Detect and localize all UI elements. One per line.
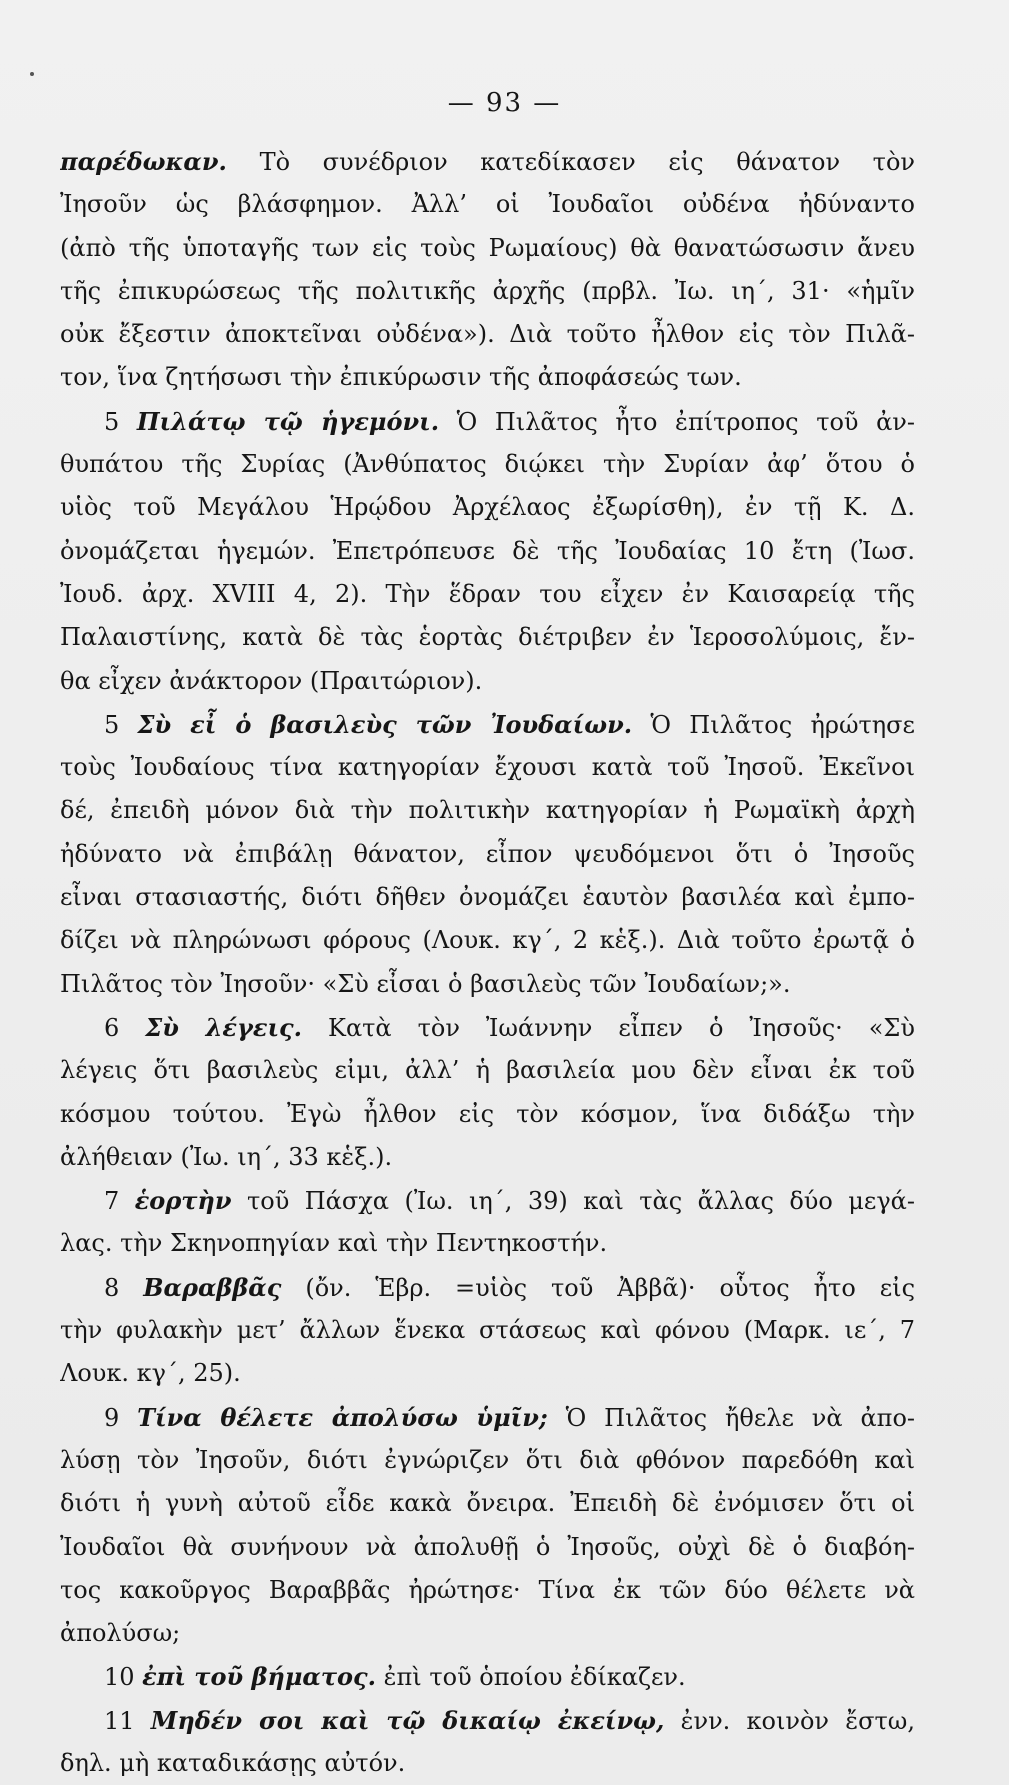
text-line <box>60 183 915 226</box>
text-line <box>60 140 915 183</box>
text-line <box>60 1526 915 1569</box>
note-number: 5 <box>104 407 137 436</box>
text-line <box>60 833 915 876</box>
line-text: υἱὸς τοῦ Μεγάλου Ἡρῴδου Ἀρχέλαος ἐξωρίσθη), ἐν τῇ Κ. Δ. <box>60 493 915 522</box>
note-number: 7 <box>104 1187 135 1216</box>
line-text: τον, ἵνα ζητήσωσι τὴν ἐπικύρωσιν τῆς ἀποφάσεώς των. <box>60 363 742 392</box>
line-text: δηλ. μὴ καταδικάσῃς αὐτόν. <box>60 1748 406 1777</box>
line-text: (ἀπὸ τῆς ὑποταγῆς των εἰς τοὺς Ρωμαίους) θὰ θανατώσωσιν ἄνευ <box>60 233 915 262</box>
text-line <box>60 270 915 313</box>
text-line <box>60 616 915 659</box>
line-text: Ἰουδ. ἀρχ. XVIII 4, 2). Τὴν ἕδραν του εἶχεν ἐν Καισαρείᾳ τῆς <box>60 579 915 608</box>
note-number: 9 <box>104 1403 138 1432</box>
note-number: 6 <box>104 1013 146 1042</box>
note-line <box>60 1179 915 1222</box>
line-text: τοὺς Ἰουδαίους τίνα κατηγορίαν ἔχουσι κατὰ τοῦ Ἰησοῦ. Ἐκεῖνοι <box>60 753 915 782</box>
line-text: κόσμου τούτου. Ἐγὼ ἦλθον εἰς τὸν κόσμον, ἵνα διδάξω τὴν <box>60 1099 915 1128</box>
ink-speck <box>30 72 34 76</box>
text-line <box>60 1742 915 1785</box>
text-line <box>60 1569 915 1612</box>
note-number: 8 <box>104 1273 144 1302</box>
lemma: Σὺ λέγεις. <box>145 1012 303 1042</box>
line-text: δέ, ἐπειδὴ μόνον διὰ τὴν πολιτικὴν κατηγορίαν ἡ Ρωμαϊκὴ ἀρχὴ <box>60 796 915 825</box>
text-line <box>60 573 915 616</box>
line-text: ἠδύνατο νὰ ἐπιβάλῃ θάνατον, εἶπον ψευδόμενοι ὅτι ὁ Ἰησοῦς <box>60 839 915 868</box>
note-number: 10 <box>104 1663 143 1692</box>
note-line <box>60 400 915 443</box>
note-number: 11 <box>104 1706 151 1735</box>
lemma: Τίνα θέλετε ἀπολύσω ὑμῖν; <box>137 1402 548 1432</box>
lemma: Βαραββᾶς <box>143 1272 282 1302</box>
text-line <box>60 1136 915 1179</box>
line-text: εἶναι στασιαστής, διότι δῆθεν ὀνομάζει ἑαυτὸν βασιλέα καὶ ἐμπο- <box>60 883 915 912</box>
line-text: ὀνομάζεται ἡγεμών. Ἐπετρόπευσε δὲ τῆς Ἰουδαίας 10 ἔτη (Ἰωσ. <box>60 536 915 565</box>
text-line <box>60 746 915 789</box>
line-text: (ὄν. Ἑβρ. =υἱὸς τοῦ Ἀββᾶ)· οὗτος ἦτο εἰς <box>281 1273 915 1302</box>
line-text: λας. τὴν Σκηνοπηγίαν καὶ τὴν Πεντηκοστήν. <box>60 1229 608 1258</box>
text-line <box>60 443 915 486</box>
line-text: οὐκ ἔξεστιν ἀποκτεῖναι οὐδένα»). Διὰ τοῦτο ἦλθον εἰς τὸν Πιλᾶ- <box>60 320 915 349</box>
text-line <box>60 1309 915 1352</box>
lemma: παρέδωκαν. <box>60 147 227 176</box>
text-line <box>60 919 915 962</box>
line-text: τος κακοῦργος Βαραββᾶς ἠρώτησε· Τίνα ἐκ τῶν δύο θέλετε νὰ <box>60 1575 915 1604</box>
text-line <box>60 876 915 919</box>
text-line <box>60 1222 915 1265</box>
line-text: λύσῃ τὸν Ἰησοῦν, διότι ἐγνώριζεν ὅτι διὰ φθόνον παρεδόθη καὶ <box>60 1445 915 1474</box>
line-text: διότι ἡ γυνὴ αὐτοῦ εἶδε κακὰ ὄνειρα. Ἐπειδὴ δὲ ἐνόμισεν ὅτι οἱ <box>60 1489 915 1518</box>
line-text: θα εἶχεν ἀνάκτορον (Πραιτώριον). <box>60 666 483 695</box>
text-line <box>60 1093 915 1136</box>
line-text: τὴν φυλακὴν μετ’ ἄλλων ἕνεκα στάσεως καὶ φόνου (Μαρκ. ιε΄, 7 <box>60 1316 915 1345</box>
line-text: Ὁ Πιλᾶτος ἠρώτησε <box>632 710 915 739</box>
page-number: — 93 — <box>447 88 562 118</box>
line-text: λέγεις ὅτι βασιλεὺς εἰμι, ἀλλ’ ἡ βασιλεία μου δὲν εἶναι ἐκ τοῦ <box>60 1056 915 1085</box>
note-line <box>60 1699 915 1742</box>
line-text: θυπάτου τῆς Συρίας (Ἀνθύπατος διῴκει τὴν Συρίαν ἀφ’ ὅτου ὁ <box>60 450 915 479</box>
text-line <box>60 789 915 832</box>
text-line <box>60 1482 915 1525</box>
line-text: Τὸ συνέδριον κατεδίκασεν εἰς θάνατον τὸν <box>226 148 915 176</box>
line-text: Λουκ. κγ΄, 25). <box>60 1359 241 1388</box>
text-line <box>60 1439 915 1482</box>
line-text: τοῦ Πάσχα (Ἰω. ιη΄, 39) καὶ τὰς ἄλλας δύο μεγά- <box>231 1187 915 1216</box>
line-text: ἀπολύσω; <box>60 1619 181 1648</box>
lemma: Σὺ εἶ ὁ βασιλεὺς τῶν Ἰουδαίων. <box>137 709 633 739</box>
line-text: Ὁ Πιλᾶτος ἦτο ἐπίτροπος τοῦ ἀν- <box>439 407 915 436</box>
lemma: ἑορτὴν <box>134 1186 232 1216</box>
note-line <box>60 1655 915 1698</box>
note-line <box>60 1396 915 1439</box>
line-text: τῆς ἐπικυρώσεως τῆς πολιτικῆς ἀρχῆς (πρβλ. Ἰω. ιη΄, 31· «ἡμῖν <box>60 276 915 305</box>
line-text: Ὁ Πιλᾶτος ἤθελε νὰ ἀπο- <box>547 1403 915 1432</box>
note-line <box>60 703 915 746</box>
text-line <box>60 1352 915 1395</box>
text-line <box>60 486 915 529</box>
line-text: ἐπὶ τοῦ ὁποίου ἐδίκαζεν. <box>376 1663 686 1692</box>
line-text: Πιλᾶτος τὸν Ἰησοῦν· «Σὺ εἶσαι ὁ βασιλεὺς τῶν Ἰουδαίων;». <box>60 969 791 998</box>
text-line <box>60 356 915 399</box>
lemma: Πιλάτῳ τῷ ἡγεμόνι. <box>136 406 440 436</box>
text-line <box>60 963 915 1006</box>
text-line <box>60 660 915 703</box>
body-text <box>60 140 915 1785</box>
note-number: 5 <box>104 710 138 739</box>
note-line <box>60 1266 915 1309</box>
text-line <box>60 227 915 270</box>
line-text: Παλαιστίνης, κατὰ δὲ τὰς ἑορτὰς διέτριβεν ἐν Ἱεροσολύμοις, ἔν- <box>60 623 915 652</box>
lemma: ἐπὶ τοῦ βήματος. <box>142 1662 377 1692</box>
lemma: Μηδέν σοι καὶ τῷ δικαίῳ ἐκείνῳ, <box>150 1705 665 1735</box>
text-line <box>60 313 915 356</box>
text-line <box>60 530 915 573</box>
line-text: Ἰησοῦν ὡς βλάσφημον. Ἀλλ’ οἱ Ἰουδαῖοι οὐδένα ἠδύναντο <box>60 190 915 219</box>
line-text: δίζει νὰ πληρώνωσι φόρους (Λουκ. κγ΄, 2 κἑξ.). Διὰ τοῦτο ἐρωτᾷ ὁ <box>60 926 915 955</box>
note-line <box>60 1006 915 1049</box>
text-line <box>60 1612 915 1655</box>
line-text: Κατὰ τὸν Ἰωάννην εἶπεν ὁ Ἰησοῦς· «Σὺ <box>302 1013 915 1042</box>
line-text: Ἰουδαῖοι θὰ συνήνουν νὰ ἀπολυθῇ ὁ Ἰησοῦς, οὐχὶ δὲ ὁ διαβόη- <box>60 1532 915 1561</box>
line-text: ἐνν. κοινὸν ἔστω, <box>664 1706 915 1735</box>
text-line <box>60 1049 915 1092</box>
line-text: ἀλήθειαν (Ἰω. ιη΄, 33 κἑξ.). <box>60 1142 393 1171</box>
